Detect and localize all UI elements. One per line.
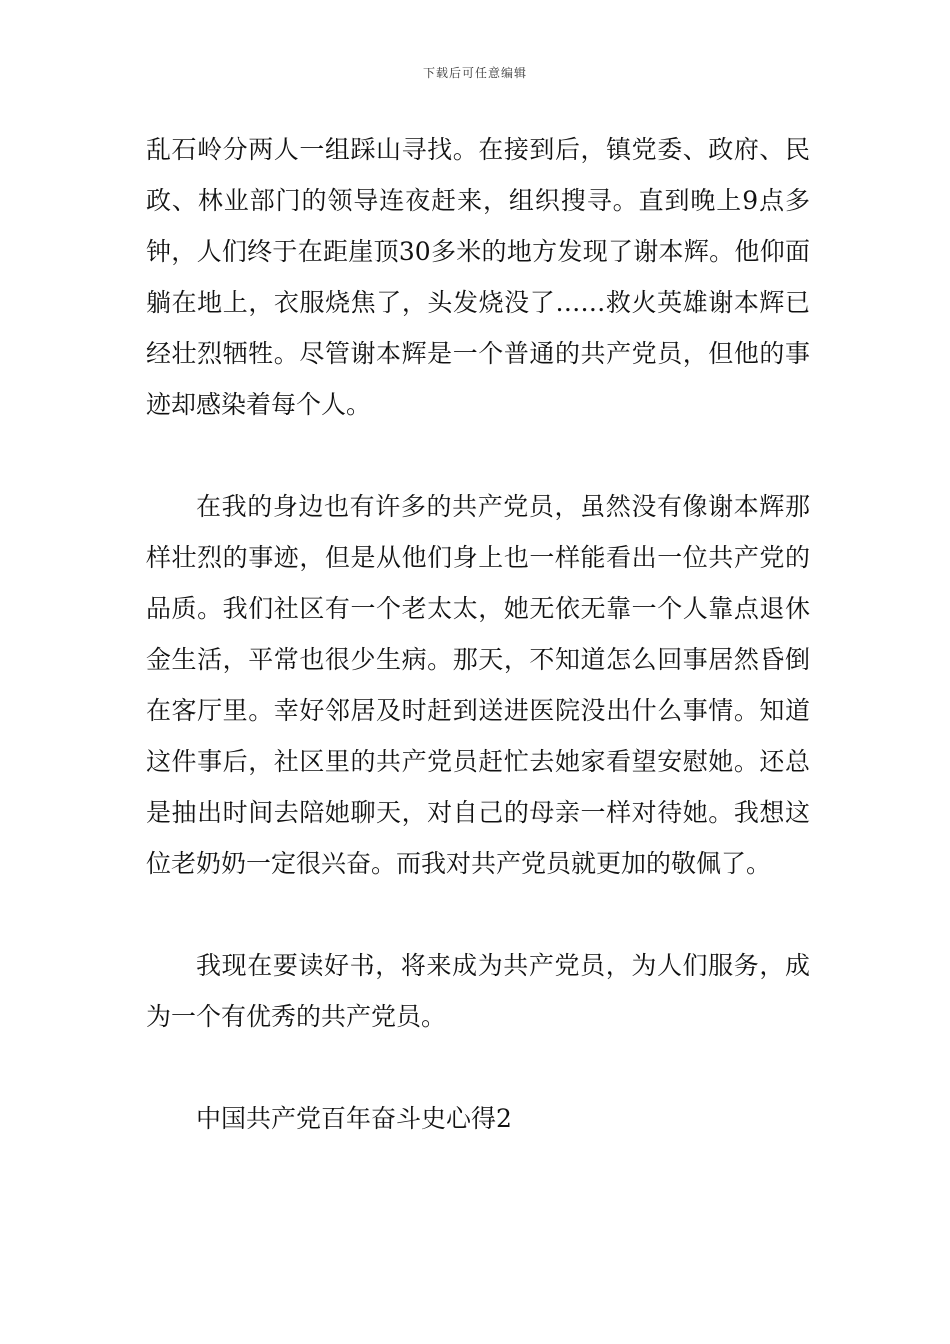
paragraph-gap <box>146 430 810 481</box>
paragraph-community: 在我的身边也有许多的共产党员，虽然没有像谢本辉那样壮烈的事迹，但是从他们身上也一样能看出一位共产党的品质。我们社区有一个老太太，她无依无靠一个人靠点退休金生活，平常也很少生病。那天，不知道怎么回事居然昏倒在客厅里。幸好邻居及时赶到送进医院没出什么事情。知道这件事后，社区里的共产党员赶忙去她家看望安慰她。还总是抽出时间去陪她聊天，对自己的母亲一样对待她。我想这位老奶奶一定很兴奋。而我对共产党员就更加的敬佩了。 <box>146 492 810 878</box>
section-heading: 中国共产党百年奋斗史心得2 <box>196 1104 512 1133</box>
paragraph-aspiration: 我现在要读好书，将来成为共产党员，为人们服务，成为一个有优秀的共产党员。 <box>146 951 810 1031</box>
document-body <box>146 124 810 1144</box>
paragraph-continuation: 乱石岭分两人一组踩山寻找。在接到后，镇党委、政府、民政、林业部门的领导连夜赶来，组织搜寻。直到晚上9点多钟，人们终于在距崖顶30多米的地方发现了谢本辉。他仰面躺在地上，衣服烧焦了，头发烧没了……救火英雄谢本辉已经壮烈牺牲。尽管谢本辉是一个普通的共产党员，但他的事迹却感染着每个人。 <box>146 135 810 419</box>
paragraph-gap <box>146 889 810 940</box>
paragraph-gap <box>146 1042 810 1093</box>
page-header: 下载后可任意编辑 <box>422 66 527 80</box>
